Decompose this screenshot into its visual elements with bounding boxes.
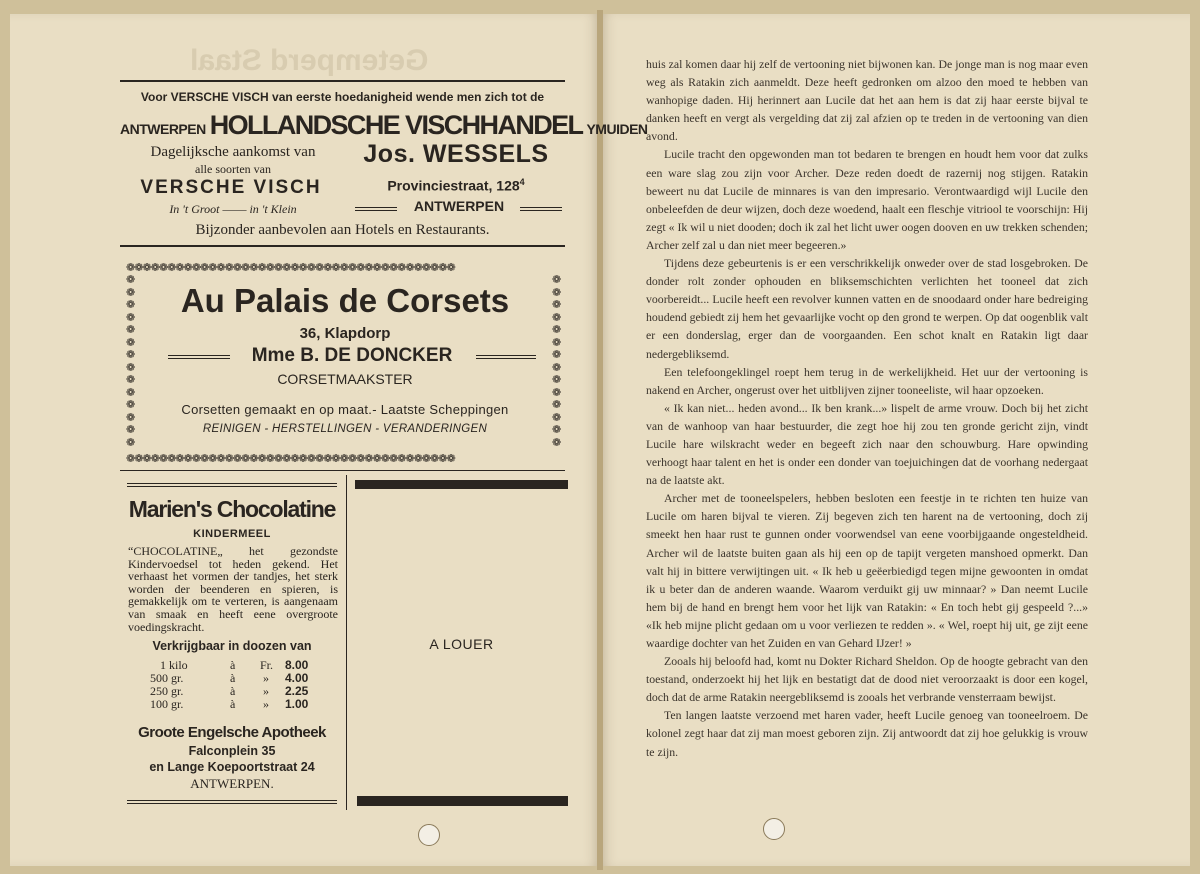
chocolatine-apotheek: Groote Engelsche Apotheek xyxy=(138,724,326,741)
price-value: 1.00 xyxy=(285,697,309,711)
vischhandel-name: HOLLANDSCHE VISCHHANDEL xyxy=(209,110,583,140)
louer-top-bar xyxy=(355,480,568,489)
chocolatine-city: ANTWERPEN. xyxy=(190,776,274,791)
corsets-line1: Corsetten gemaakt en op maat.- Laatste Scheppingen xyxy=(181,402,509,417)
story-paragraph: Zooals hij beloofd had, komt nu Dokter Richard Sheldon. Op de hoogte gebracht van den toestand, onderzoekt hij het lijk en bestatigt dat de dood niet veroorzaakt is door een kogel, doch dat de arme Ratakin neergebliksemd is zooals het verbrande vensterraam bewijst. xyxy=(646,654,1088,705)
corsets-address: 36, Klapdorp xyxy=(299,325,391,342)
price-qty: 250 gr. xyxy=(150,684,184,698)
corsets-ornament-left: ❁ ❁ ❁ ❁ ❁ ❁ ❁ ❁ ❁ ❁ ❁ ❁ ❁ ❁ xyxy=(126,274,136,449)
vischhandel-klein: in 't Klein xyxy=(249,202,297,216)
story-paragraph: huis zal komen daar hij zelf de vertooning niet bijwonen kan. De jonge man is nog maar even weg als Ratakin zich aanmeldt. Deze heeft gedronken om alzoo den moed te hebben van wanhopige daden. Hij herinnert aan Lucile dat het aan hem is dat zij haar eerste bijval te danken heeft en vergt als vergelding dat zij zal afzien op te treden in de vertooning van dien avond. xyxy=(646,57,1088,144)
a-louer-label: A LOUER xyxy=(429,636,494,652)
corsets-profession: CORSETMAAKSTER xyxy=(277,371,413,387)
story-paragraph: Ten langen laatste verzoend met haren vader, heeft Lucile genoeg van tooneelroem. De kolonel zegt haar dat zij man moest geboren zijn. Zij antwoordt dat zij hoe gelukkig is vrouw te zijn. xyxy=(646,708,1088,759)
price-value: 8.00 xyxy=(285,658,309,672)
vischhandel-footer: Bijzonder aanbevolen aan Hotels en Restaurants. xyxy=(195,222,490,238)
price-cur: » xyxy=(263,697,269,711)
corsets-ornament-right: ❁ ❁ ❁ ❁ ❁ ❁ ❁ ❁ ❁ ❁ ❁ ❁ ❁ ❁ xyxy=(552,274,562,449)
price-a: à xyxy=(230,671,236,685)
vischhandel-aankomst: Dagelijksche aankomst van xyxy=(150,144,316,160)
vischhandel-street-sup: 4 xyxy=(519,177,525,187)
vischhandel-owner: Jos. WESSELS xyxy=(363,140,549,168)
price-cur: » xyxy=(263,671,269,685)
corsets-title: Au Palais de Corsets xyxy=(180,282,510,319)
price-row xyxy=(150,658,340,671)
vischhandel-groot: In 't Groot xyxy=(169,202,220,216)
chocolatine-subtitle: KINDERMEEL xyxy=(193,528,271,540)
vischhandel-city-rule-left xyxy=(355,207,397,208)
corsets-owner-rule-right xyxy=(476,355,536,356)
price-row xyxy=(150,684,340,697)
price-row xyxy=(150,671,340,684)
staple-hole-right xyxy=(763,818,785,840)
corsets-owner-rule-left xyxy=(168,355,230,356)
price-a: à xyxy=(230,658,236,672)
price-a: à xyxy=(230,697,236,711)
corsets-line2: REINIGEN - HERSTELLINGEN - VERANDERINGEN xyxy=(202,423,488,435)
chocolatine-text: “CHOCOLATINE„ het gezondste Kindervoedsel tot heden gekend. Het verhaast het vormen der tandjes, het sterk worden der beenderen en spieren, is gemakkelijk om te verteren, is aangenaam van smaak en heeft eene overgroote voedingskracht. xyxy=(128,544,338,634)
vischhandel-dash: —— xyxy=(222,202,247,216)
book-spine xyxy=(597,10,603,870)
vischhandel-groot-row xyxy=(128,202,338,217)
story-paragraph: Lucile tracht den opgewonden man tot bedaren te brengen en houdt hem voor dat zulks een ware slag zou zijn voor Archer. Deze reden doedt de razernij nog stijgen. Ratakin beweert nu dat Lucile de minnares is van den impresario. Verontwaardigd wijl Lucile den onbeleefden de deur wijzen, doch deze woedend, haalt een fleschje vitriool te voorschijn: Hij zegt « Ik wil u niet dooden; doch ik zal het licht uwer oogen dooven en uw trekken schenden; Archer zelf zal u dan niet meer begeeren.» xyxy=(646,147,1088,252)
chocolatine-bottom-rule xyxy=(127,800,337,801)
vischhandel-name-row xyxy=(120,110,648,141)
price-qty: 500 gr. xyxy=(150,671,184,685)
chocolatine-top-rule xyxy=(127,483,337,484)
chocolatine-verkrijgbaar: Verkrijgbaar in doozen van xyxy=(152,639,312,653)
price-row xyxy=(150,697,340,710)
lower-top-rule xyxy=(120,470,565,471)
vischhandel-city: ANTWERPEN xyxy=(413,198,505,214)
vischhandel-bottom-rule xyxy=(120,245,565,247)
price-cur: Fr. xyxy=(260,658,274,672)
vischhandel-city-rule-right xyxy=(520,207,562,208)
ghost-title: Getemperd Staal xyxy=(190,44,429,77)
price-value: 2.25 xyxy=(285,684,309,698)
vischhandel-intro: Voor VERSCHE VISCH van eerste hoedanigheid wende men zich tot de xyxy=(140,90,545,104)
price-cur: » xyxy=(263,684,269,698)
price-a: à xyxy=(230,684,236,698)
price-value: 4.00 xyxy=(285,671,309,685)
chocolatine-addr2: en Lange Koepoortstraat 24 xyxy=(149,760,315,774)
price-qty: 1 kilo xyxy=(160,658,188,672)
vischhandel-city-right: YMUIDEN xyxy=(586,121,648,137)
vischhandel-product: VERSCHE VISCH xyxy=(140,177,322,198)
chocolatine-addr1: Falconplein 35 xyxy=(188,744,276,758)
story-paragraph: Een telefoongeklingel roept hem terug in de werkelijkheid. Het uur der vertooning is nakend en Archer, ongerust over het uitblijven zijner tooneeliste, wil haar opzoeken. xyxy=(646,364,1088,397)
louer-bottom-bar xyxy=(357,796,568,806)
story-paragraph: « Ik kan niet... heden avond... Ik ben krank...» lispelt de arme vrouw. Doch bij het zicht van de wanhoop van haar bestuurder, die zegt hoe hij zou ten gronde gericht zijn, vindt Lucile hare wilskracht weder en begeeft zich naar den schouwburg. Hare opwinding verhoogt haar talent en het is onder een donder van toejuichingen dat de voorhang nedergaat na de laatste akt. xyxy=(646,400,1088,488)
vischhandel-street: Provinciestraat, $128^4$ xyxy=(387,177,525,194)
vischhandel-top-rule xyxy=(120,80,565,82)
corsets-mme: Mme xyxy=(251,345,295,366)
corsets-owner-row xyxy=(232,345,472,367)
corsets-ornament-bottom: ❁❁❁❁❁❁❁❁❁❁❁❁❁❁❁❁❁❁❁❁❁❁❁❁❁❁❁❁❁❁❁❁❁❁❁❁❁❁❁❁ xyxy=(126,453,455,465)
chocolatine-title: Marien's Chocolatine xyxy=(128,496,336,522)
story-text xyxy=(646,55,1088,761)
corsets-owner: B. DE DONCKER xyxy=(300,345,453,366)
corsets-ornament-top: ❁❁❁❁❁❁❁❁❁❁❁❁❁❁❁❁❁❁❁❁❁❁❁❁❁❁❁❁❁❁❁❁❁❁❁❁❁❁❁❁ xyxy=(126,262,455,274)
vischhandel-soorten: alle soorten van xyxy=(195,162,271,176)
staple-hole-left xyxy=(418,824,440,846)
story-paragraph: Tijdens deze gebeurtenis is er een verschrikkelijk onweder over de stad losgebroken. De donder rolt zonder ophouden en bliksemschichten verlichten het tooneel dat zich voorbereidt... Lucile heeft een revolver kunnen vatten en de snoodaard onder hare bedreiging houdend gebiedt zij hem het gevaarlijke vocht op den grond te werpen. Op dat oogenblik valt er een donderslag, erger dan de voorgaanden. Een schot knalt en Ratakin ligt daar nedergebliksemd. xyxy=(646,256,1088,361)
vischhandel-city-left: ANTWERPEN xyxy=(120,121,206,137)
story-paragraph: Archer met de tooneelspelers, hebben besloten een feestje in te richten ten huize van Lucile om haren bijval te vieren. Zij begeven zich ten harent na de vertooning, doch zij smeekt hen haar rust te gunnen onder voorwendsel van eene voorbijgaande ongesteldheid. Archer wil de laatste buiten gaan als hij een op de tapijt vergeten manshoed opmerkt. Dan valt hij in bittere verwijtingen uit. « Ik heb u geëerbiedigd tegen mijne gewoonten in omdat ik u beter dan de anderen waande. Waarom verduikt gij uw minnaar? » Dan neemt Lucile hem bij de hand en brengt hem voor het lijk van Ratakin: « En toch hebt gij gespeeld ?...» «Ik heb mijne plicht gedaan om u voor verliezen te redden ». « Wel, roept hij uit, ge zijt eene waardige dochter van het Zuiden en van Gehard IJzer! » xyxy=(646,491,1088,650)
column-divider xyxy=(346,475,347,810)
price-qty: 100 gr. xyxy=(150,697,184,711)
